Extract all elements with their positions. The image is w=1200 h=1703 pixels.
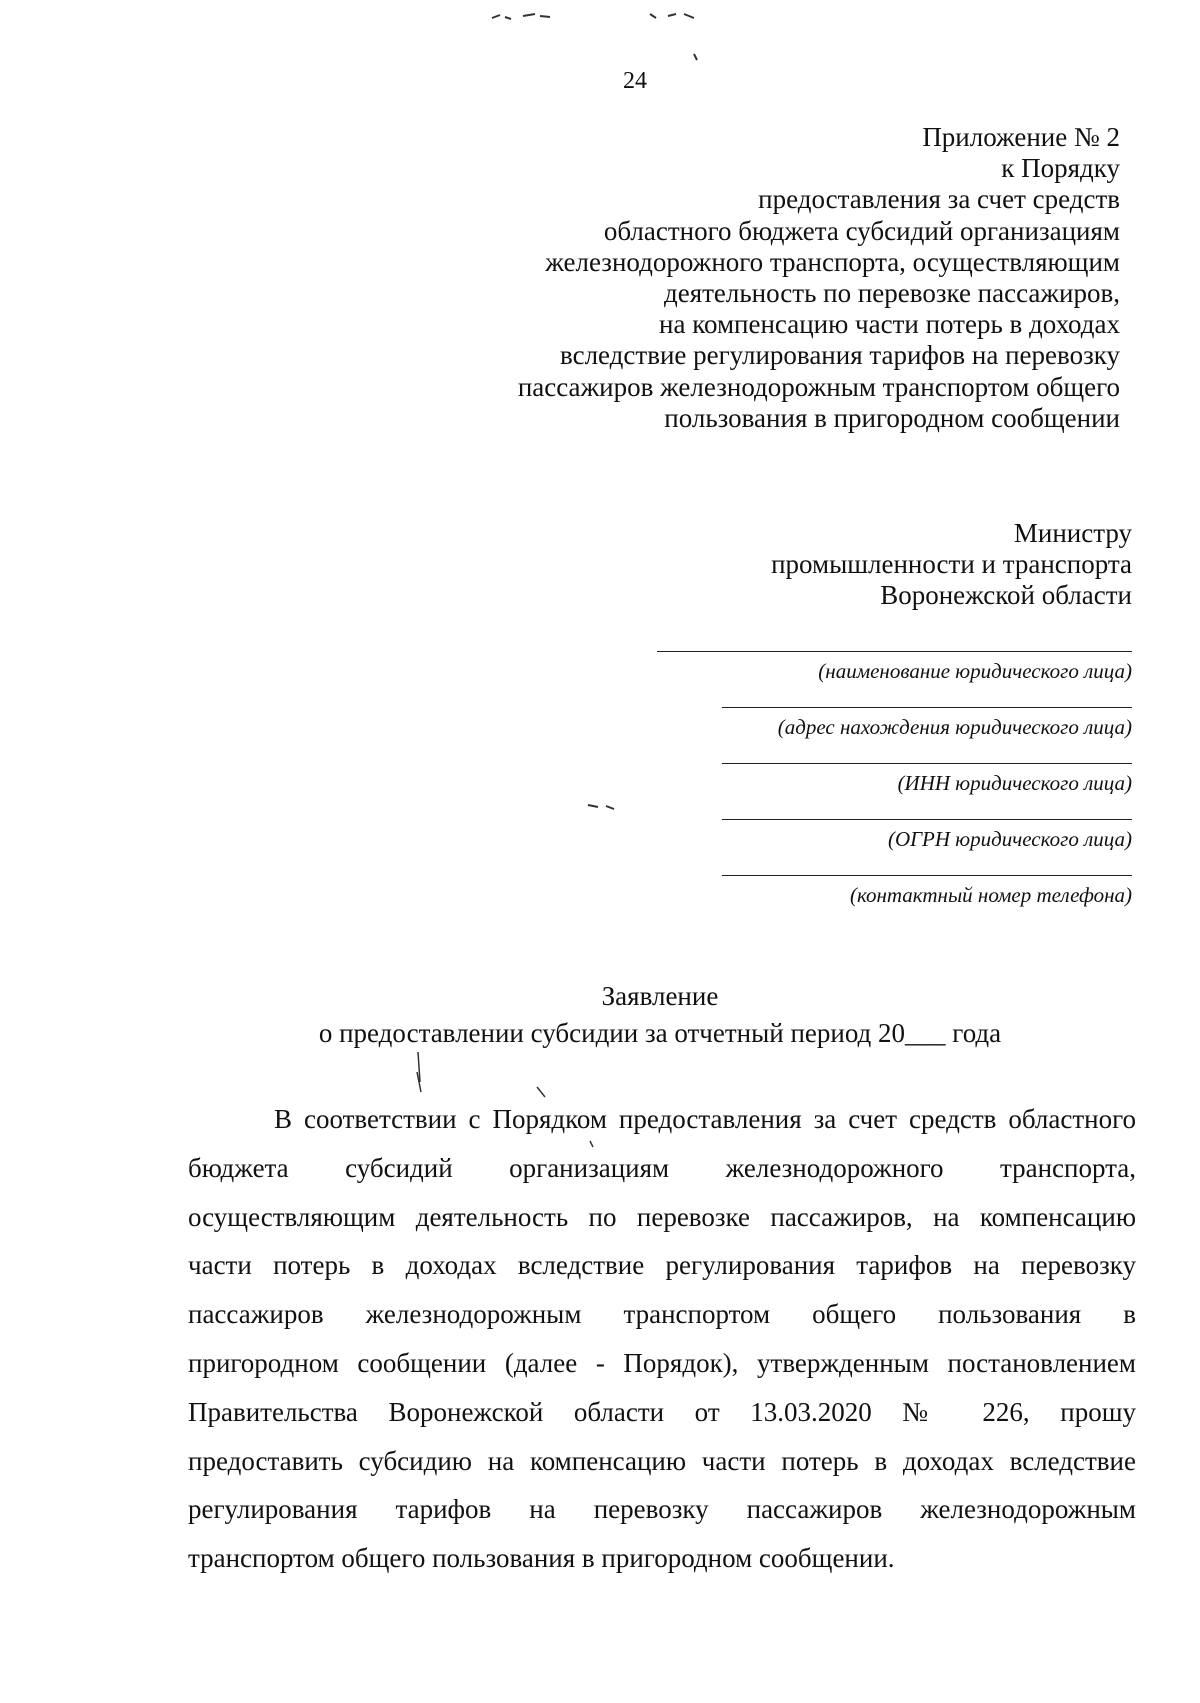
appendix-line: на компенсацию части потерь в доходах <box>659 309 1120 340</box>
body-line: Правительства Воронежской области от 13.03.2020 № 226, прошу <box>188 1396 1136 1427</box>
blank-line <box>722 763 1132 764</box>
document-subtitle: о предоставлении субсидии за отчетный период 20___ года <box>318 1018 1002 1048</box>
appendix-line: вследствие регулирования тарифов на перевозку <box>560 340 1120 371</box>
appendix-line: к Порядку <box>1001 153 1120 184</box>
addressee-line: Министру <box>1013 518 1132 548</box>
body-line: осуществляющим деятельность по перевозке пассажиров, на компенсацию <box>188 1201 1136 1232</box>
appendix-line: пассажиров железнодорожным транспортом общего <box>517 371 1120 402</box>
legal-entity-address-field <box>652 707 1132 740</box>
body-line: транспортом общего пользования в пригородном сообщении. <box>188 1543 895 1574</box>
body-line: предоставить субсидию на компенсацию части потерь в доходах вследствие <box>188 1445 1136 1476</box>
body-paragraph <box>188 1095 1136 1583</box>
document-title: Заявление <box>601 981 719 1011</box>
legal-entity-name-field <box>652 651 1132 684</box>
body-line: регулирования тарифов на перевозку пассажиров железнодорожным <box>188 1494 1136 1525</box>
addressee-line: промышленности и транспорта <box>771 549 1132 579</box>
body-line: В соответствии с Порядком предоставления за счет средств областного <box>274 1104 1136 1134</box>
field-caption: (контактный номер телефона) <box>849 883 1132 907</box>
field-caption: (ОГРН юридического лица) <box>887 827 1132 851</box>
addressee-line: Воронежской области <box>880 580 1132 610</box>
field-caption: (наименование юридического лица) <box>818 659 1132 683</box>
body-line: пассажиров железнодорожным транспортом общего пользования в <box>188 1299 1136 1330</box>
body-line: пригородном сообщении (далее - Порядок), утвержденным постановлением <box>188 1347 1136 1378</box>
blank-line <box>722 819 1132 820</box>
appendix-line: предоставления за счет средств <box>758 184 1120 215</box>
appendix-line: пользования в пригородном сообщении <box>664 402 1120 433</box>
inn-field <box>652 763 1132 796</box>
page-number: 24 <box>623 68 647 94</box>
body-line: бюджета субсидий организациям железнодорожного транспорта, <box>188 1152 1136 1183</box>
phone-field <box>652 875 1132 908</box>
appendix-line: Приложение № 2 <box>922 122 1120 152</box>
appendix-line: деятельность по перевозке пассажиров, <box>663 278 1120 309</box>
application-title <box>250 978 1070 1052</box>
blank-line <box>722 707 1132 708</box>
appendix-header <box>400 122 1120 434</box>
blank-line <box>657 651 1132 652</box>
blank-line <box>722 875 1132 876</box>
ogrn-field <box>652 819 1132 852</box>
field-caption: (ИНН юридического лица) <box>897 771 1132 795</box>
body-line: части потерь в доходах вследствие регулирования тарифов на перевозку <box>188 1250 1136 1281</box>
appendix-line: железнодорожного транспорта, осуществляющим <box>545 246 1120 277</box>
addressee-block <box>532 518 1132 611</box>
appendix-line: областного бюджета субсидий организациям <box>603 215 1120 246</box>
field-caption: (адрес нахождения юридического лица) <box>777 715 1132 739</box>
